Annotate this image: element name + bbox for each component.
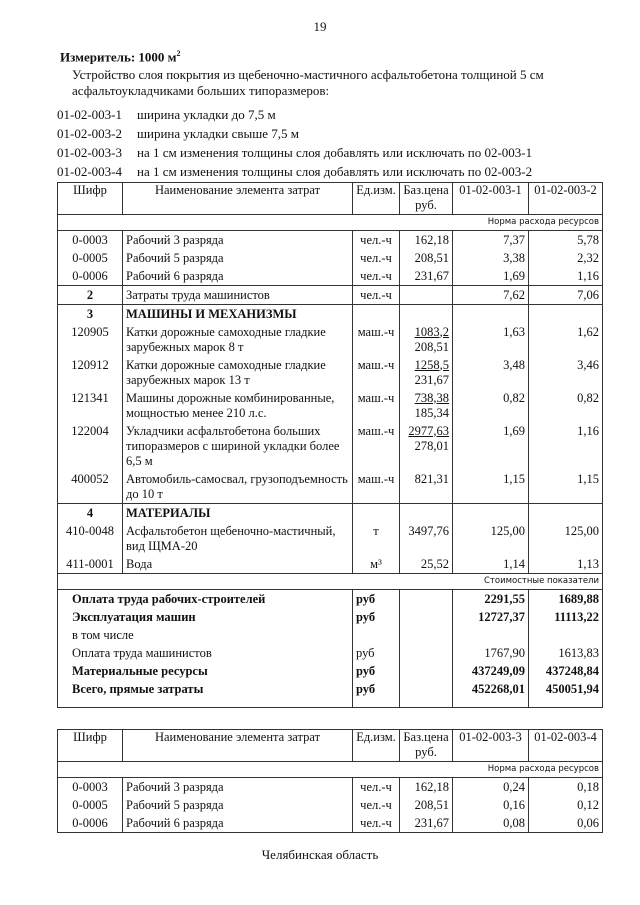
cell-name: МАШИНЫ И МЕХАНИЗМЫ	[123, 305, 353, 324]
cell-code: 411-0001	[58, 555, 123, 574]
cost-value-2: 1689,88	[529, 590, 603, 609]
cell-value-1: 1,14	[453, 555, 529, 574]
cell-value-2: 0,12	[529, 796, 603, 814]
cost-row	[58, 644, 603, 662]
column-header: 01-02-003-1	[453, 183, 529, 215]
cell-code: 410-0048	[58, 522, 123, 555]
cost-price	[400, 590, 453, 609]
cell-code: 120905	[58, 323, 123, 356]
cost-value-1: 1767,90	[453, 644, 529, 662]
cell-value-1: 1,15	[453, 470, 529, 504]
labor-row	[58, 778, 603, 797]
variant-item	[57, 124, 532, 143]
cell-name: Рабочий 5 разряда	[123, 796, 353, 814]
cell-value-2: 125,00	[529, 522, 603, 555]
variant-code: 01-02-003-3	[57, 145, 122, 160]
cost-unit: руб	[353, 608, 400, 626]
variant-item	[57, 105, 532, 124]
column-header: Наименование элемента затрат	[123, 183, 353, 215]
cell-price: 231,67	[400, 267, 453, 286]
cost-name: Эксплуатация машин	[58, 608, 353, 626]
cell-code: 3	[58, 305, 123, 324]
cell-unit: маш.-ч	[353, 389, 400, 422]
section-row-machines	[58, 305, 603, 324]
labor-row	[58, 249, 603, 267]
cell-value-1: 0,24	[453, 778, 529, 797]
cost-value-1: 437249,09	[453, 662, 529, 680]
cell-price: 162,18	[400, 231, 453, 250]
cell-code: 400052	[58, 470, 123, 504]
cell-unit	[353, 504, 400, 523]
cost-value-1: 452268,01	[453, 680, 529, 707]
column-header: Баз.цена руб.	[400, 730, 453, 762]
cell-unit: чел.-ч	[353, 814, 400, 833]
norm-label-row	[58, 762, 603, 778]
cell-price: 3497,76	[400, 522, 453, 555]
cell-price: 1258,5 231,67	[400, 356, 453, 389]
cost-row	[58, 590, 603, 609]
cost-row	[58, 662, 603, 680]
measure-sup: 2	[176, 49, 181, 58]
labor-row	[58, 814, 603, 833]
cell-price: 25,52	[400, 555, 453, 574]
cell-name: Вода	[123, 555, 353, 574]
work-description: Устройство слоя покрытия из щебеночно-мастичного асфальтобетона толщиной 5 см асфальтоукладчиками больших типоразмеров:	[72, 67, 544, 98]
norm-label-row	[58, 215, 603, 231]
variants-list	[57, 105, 532, 181]
cell-unit: маш.-ч	[353, 323, 400, 356]
cell-code: 0-0005	[58, 249, 123, 267]
machine-row	[58, 356, 603, 389]
variant-text: ширина укладки до 7,5 м	[137, 107, 276, 122]
cell-value-1: 1,69	[453, 267, 529, 286]
cell-price	[400, 305, 453, 324]
column-header: Шифр	[58, 730, 123, 762]
cell-unit: маш.-ч	[353, 356, 400, 389]
column-header: Ед.изм.	[353, 183, 400, 215]
cell-value-2: 0,18	[529, 778, 603, 797]
cell-value-2: 1,15	[529, 470, 603, 504]
cell-value-1: 125,00	[453, 522, 529, 555]
page-number: 19	[313, 19, 327, 34]
cost-unit: руб	[353, 662, 400, 680]
cost-value-1: 2291,55	[453, 590, 529, 609]
cell-unit: чел.-ч	[353, 796, 400, 814]
cell-value-1: 1,63	[453, 323, 529, 356]
cell-name: МАТЕРИАЛЫ	[123, 504, 353, 523]
cell-name: Рабочий 6 разряда	[123, 267, 353, 286]
cost-unit: руб	[353, 644, 400, 662]
cell-value-2	[529, 504, 603, 523]
cell-value-1: 3,38	[453, 249, 529, 267]
cell-value-1	[453, 305, 529, 324]
cell-value-1: 0,82	[453, 389, 529, 422]
cell-value-2: 7,06	[529, 286, 603, 305]
variant-code: 01-02-003-2	[57, 126, 122, 141]
cell-price: 231,67	[400, 814, 453, 833]
resource-table-1	[57, 182, 603, 708]
cell-price: 2977,63 278,01	[400, 422, 453, 470]
labor-row	[58, 231, 603, 250]
cost-label: Стоимостные показатели	[58, 574, 603, 590]
cell-price: 208,51	[400, 796, 453, 814]
material-row	[58, 555, 603, 574]
cell-unit: м³	[353, 555, 400, 574]
measure-label: Измеритель: 1000 м	[60, 49, 177, 65]
column-header: Наименование элемента затрат	[123, 730, 353, 762]
cell-unit: чел.-ч	[353, 231, 400, 250]
labor-row	[58, 267, 603, 286]
cost-price	[400, 662, 453, 680]
cell-name: Укладчики асфальтобетона больших типоразмеров с шириной укладки более 6,5 м	[123, 422, 353, 470]
column-header: 01-02-003-3	[453, 730, 529, 762]
cell-value-2: 1,16	[529, 267, 603, 286]
norm-label: Норма расхода ресурсов	[58, 215, 603, 231]
cell-value-1: 7,62	[453, 286, 529, 305]
cell-unit: чел.-ч	[353, 286, 400, 305]
variant-item	[57, 162, 532, 181]
cost-name: Материальные ресурсы	[58, 662, 353, 680]
cell-name: Машины дорожные комбинированные, мощностью менее 210 л.с.	[123, 389, 353, 422]
cell-unit: т	[353, 522, 400, 555]
cell-name: Автомобиль-самосвал, грузоподъемность до 10 т	[123, 470, 353, 504]
cost-value-1: 12727,37	[453, 608, 529, 626]
cell-code: 122004	[58, 422, 123, 470]
cell-unit	[353, 305, 400, 324]
cell-value-2: 1,13	[529, 555, 603, 574]
cell-value-2: 1,16	[529, 422, 603, 470]
cell-code: 0-0003	[58, 231, 123, 250]
cell-price	[400, 504, 453, 523]
cost-name: в том числе	[58, 626, 353, 644]
cell-price: 738,38 185,34	[400, 389, 453, 422]
cost-unit: руб	[353, 680, 400, 707]
labor-row	[58, 796, 603, 814]
cell-value-2: 2,32	[529, 249, 603, 267]
cell-name: Рабочий 3 разряда	[123, 231, 353, 250]
column-header: Баз.цена руб.	[400, 183, 453, 215]
cell-name: Катки дорожные самоходные гладкие зарубежных марок 13 т	[123, 356, 353, 389]
cost-unit: руб	[353, 590, 400, 609]
norm-label: Норма расхода ресурсов	[58, 762, 603, 778]
machine-row	[58, 470, 603, 504]
cell-value-2	[529, 305, 603, 324]
cell-value-1	[453, 504, 529, 523]
machine-row	[58, 323, 603, 356]
cell-name: Рабочий 3 разряда	[123, 778, 353, 797]
column-header: 01-02-003-4	[529, 730, 603, 762]
table-header-row	[58, 183, 603, 215]
machine-row	[58, 422, 603, 470]
operators-row	[58, 286, 603, 305]
cost-price	[400, 680, 453, 707]
cell-price	[400, 286, 453, 305]
cell-code: 2	[58, 286, 123, 305]
cost-name: Всего, прямые затраты	[58, 680, 353, 707]
section-row-materials	[58, 504, 603, 523]
cell-price: 821,31	[400, 470, 453, 504]
cell-value-1: 0,16	[453, 796, 529, 814]
cell-value-2: 0,82	[529, 389, 603, 422]
cell-code: 121341	[58, 389, 123, 422]
variant-code: 01-02-003-4	[57, 164, 122, 179]
cost-name: Оплата труда машинистов	[58, 644, 353, 662]
cell-name: Асфальтобетон щебеночно-мастичный, вид ЩМА-20	[123, 522, 353, 555]
column-header: 01-02-003-2	[529, 183, 603, 215]
cost-price	[400, 644, 453, 662]
cell-value-1: 0,08	[453, 814, 529, 833]
cost-label-row	[58, 574, 603, 590]
variant-code: 01-02-003-1	[57, 107, 122, 122]
cost-unit	[353, 626, 400, 644]
variant-item	[57, 143, 532, 162]
measure-heading	[60, 49, 181, 65]
cell-unit: маш.-ч	[353, 422, 400, 470]
cell-value-1: 3,48	[453, 356, 529, 389]
cell-value-2: 5,78	[529, 231, 603, 250]
cell-unit: чел.-ч	[353, 267, 400, 286]
material-row	[58, 522, 603, 555]
cell-code: 0-0006	[58, 814, 123, 833]
cost-row	[58, 608, 603, 626]
cost-value-2: 1613,83	[529, 644, 603, 662]
variant-text: на 1 см изменения толщины слоя добавлять или исключать по 02-003-1	[137, 145, 533, 160]
cell-code: 4	[58, 504, 123, 523]
cell-value-2: 0,06	[529, 814, 603, 833]
cost-name: Оплата труда рабочих-строителей	[58, 590, 353, 609]
cost-value-2: 11113,22	[529, 608, 603, 626]
cell-name: Затраты труда машинистов	[123, 286, 353, 305]
cell-unit: маш.-ч	[353, 470, 400, 504]
table-header-row	[58, 730, 603, 762]
cell-code: 120912	[58, 356, 123, 389]
cell-code: 0-0005	[58, 796, 123, 814]
machine-row	[58, 389, 603, 422]
variant-text: ширина укладки свыше 7,5 м	[137, 126, 300, 141]
cell-value-2: 3,46	[529, 356, 603, 389]
cell-unit: чел.-ч	[353, 249, 400, 267]
cell-name: Катки дорожные самоходные гладкие зарубежных марок 8 т	[123, 323, 353, 356]
cell-name: Рабочий 6 разряда	[123, 814, 353, 833]
cell-value-1: 1,69	[453, 422, 529, 470]
cell-code: 0-0003	[58, 778, 123, 797]
cell-code: 0-0006	[58, 267, 123, 286]
cell-name: Рабочий 5 разряда	[123, 249, 353, 267]
cell-price: 162,18	[400, 778, 453, 797]
cost-row	[58, 626, 603, 644]
cost-value-2: 437248,84	[529, 662, 603, 680]
cell-unit: чел.-ч	[353, 778, 400, 797]
cell-price: 208,51	[400, 249, 453, 267]
cost-value-2: 450051,94	[529, 680, 603, 707]
column-header: Шифр	[58, 183, 123, 215]
cost-value-2	[529, 626, 603, 644]
resource-table-2	[57, 729, 603, 833]
cell-value-1: 7,37	[453, 231, 529, 250]
cost-row	[58, 680, 603, 707]
cost-price	[400, 608, 453, 626]
cell-value-2: 1,62	[529, 323, 603, 356]
variant-text: на 1 см изменения толщины слоя добавлять или исключать по 02-003-2	[137, 164, 533, 179]
cost-value-1	[453, 626, 529, 644]
column-header: Ед.изм.	[353, 730, 400, 762]
cell-price: 1083,2 208,51	[400, 323, 453, 356]
region-footer: Челябинская область	[261, 847, 379, 862]
cost-price	[400, 626, 453, 644]
